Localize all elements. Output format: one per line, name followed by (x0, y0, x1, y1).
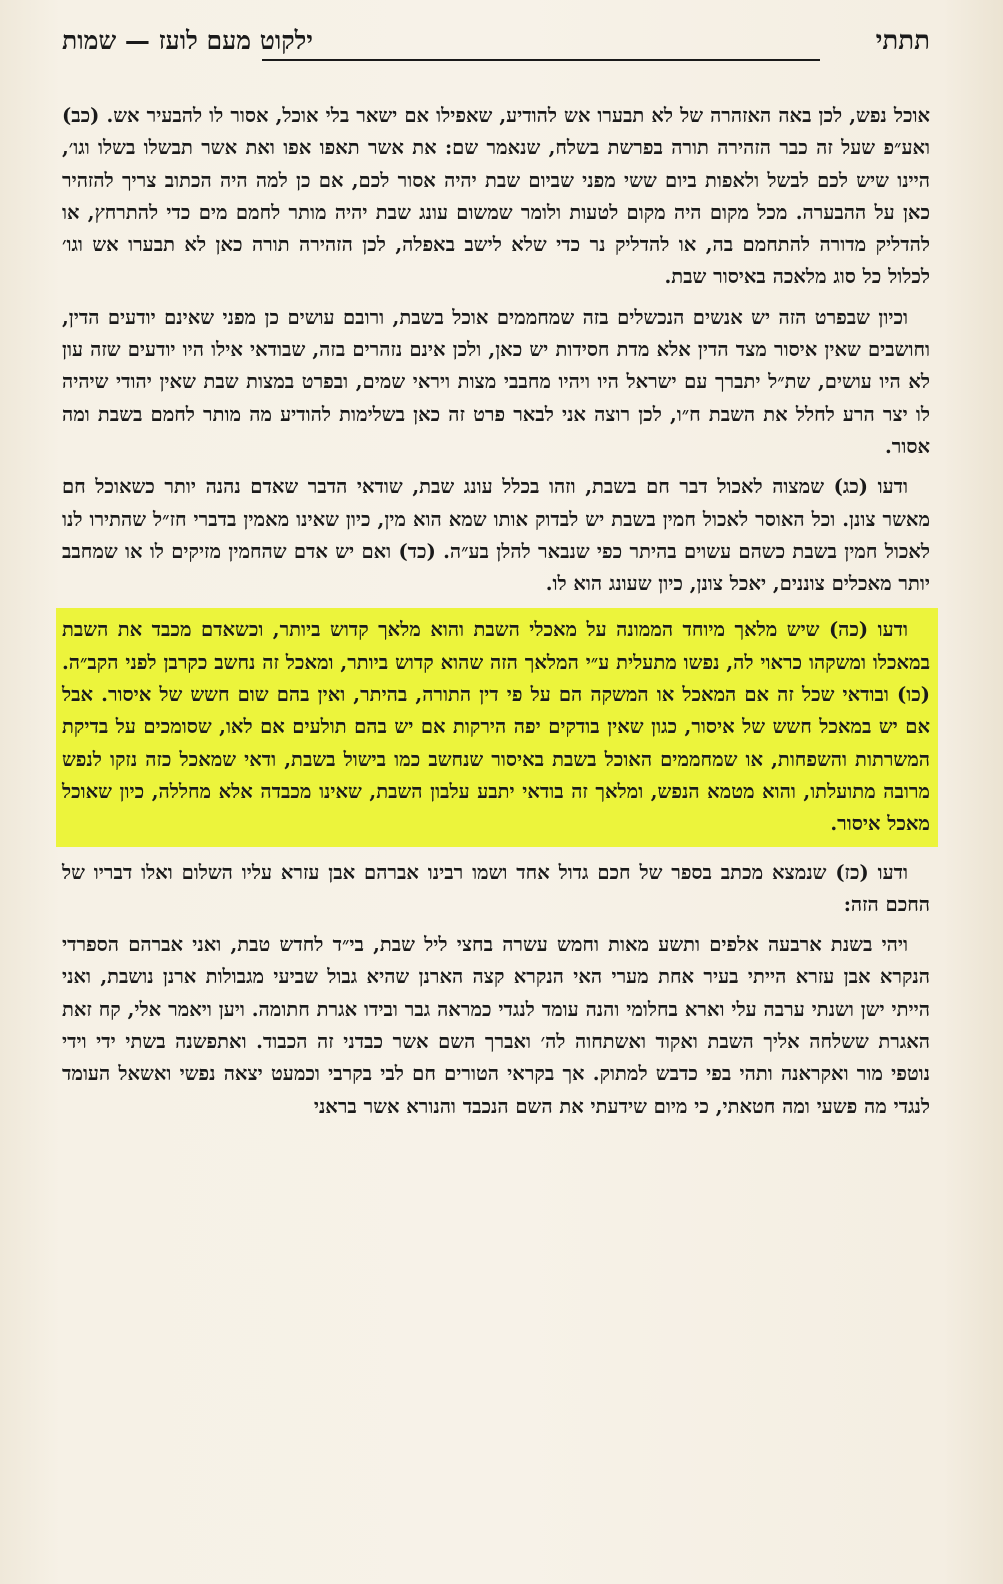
paragraph: ויהי בשנת ארבעה אלפים ותשע מאות וחמש עשרה בחצי ליל שבת, בי״ד לחדש טבת, ואני אברהם הספרדי הנקרא אבן עזרא הייתי בעיר אחת מערי האי הנקרא קצה הארנן שהיא גבול שביעי מגבולות ארנן נושבת, ואני הייתי ישן ושנתי ערבה עלי וארא בחלומי והנה עומד לנגדי כמראה גבר ובידו אגרת חתומה. ויען ויאמר אלי, קח זאת האגרת ששלחה אליך השבת ואקוד ואשתחוה לה׳ ואברך השם אשר כבדני זה הכבוד. ואתפשנה בשתי ידי וידי נוטפי מור ואקראנה ותהי בפי כדבש למתוק. אך בקראי הטורים חם לבי בקרבי וכמעט יצאה נפשי ואשאל העומד לנגדי מה פשעי ומה חטאתי, כי מיום שידעתי את השם הנכבד והנורא אשר בראני (62, 933, 930, 1118)
paragraph: ודעו (כג) שמצוה לאכול דבר חם בשבת, וזהו בכלל עונג שבת, שודאי הדבר שאדם נהנה יותר כשאוכל חם מאשר צונן. וכל האוסר לאכול חמין בשבת יש לבדוק אותו שמא הוא מין, כיון שאינו מאמין בדברי חז״ל שהתירו לנו לאכול חמין בשבת כשהם עשוים בהיתר כפי שנבאר להלן בע״ה. (כד) ואם יש אדם שהחמין מזיקים לו או שמחבב יותר מאכלים צוננים, יאכל צונן, כיון שעונג הוא לו. (62, 475, 930, 596)
running-title: ילקוט מעם לועז — שמות (62, 26, 313, 55)
paragraph: ודעו (כז) שנמצא מכתב בספר של חכם גדול אחד ושמו רבינו אברהם אבן עזרא עליו השלום ואלו דבריו של החכם הזה: (62, 860, 930, 916)
paragraph: אוכל נפש, לכן באה האזהרה של לא תבערו אש להודיע, שאפילו אם ישאר בלי אוכל, אסור לו להבעיר אש. (כב) ואע״פ שעל זה כבר הזהירה תורה בפרשת בשלח, שנאמר שם: את אשר תאפו אפו ואת אשר תבשלו בשלו וגו׳, היינו שיש לכם לבשל ולאפות ביום ששי מפני שביום שבת יהיה אסור לכם, אם כן למה היה הכתוב צריך להזהיר כאן על ההבערה. מכל מקום היה מקום לטעות ולומר שמשום עונג שבת יהיה מותר לחמם מים כדי להתרחץ, או להדליק מדורה להתחמם בה, או להדליק נר כדי שלא לישב באפלה, לכן הזהירה תורה כאן לא תבערו אש וגו׳ לכלול כל סוג מלאכה באיסור שבת. (62, 104, 930, 289)
paragraph: וכיון שבפרט הזה יש אנשים הנכשלים בזה שמחממים אוכל בשבת, ורובם עושים כן מפני שאינם יודעים הדין, וחושבים שאין איסור מצד הדין אלא מדת חסידות יש כאן, ולכן אינם נזהרים בזה, שבודאי אילו היו יודעים שזה עון לא היו עושים, שת״ל יתברך עם ישראל היו ויהיו מחבבי מצות ויראי שמים, ובפרט במצות שבת שאין יהודי שיהיה לו יצר הרע לחלל את השבת ח״ו, לכן רוצה אני לבאר פרט זה כאן בשלימות להודיע מה מותר לחמם בשבת ומה אסור. (62, 305, 930, 458)
page-number: תתתי (875, 26, 930, 56)
highlighted-paragraph: ודעו (כה) שיש מלאך מיוחד הממונה על מאכלי השבת והוא מלאך קדוש ביותר, וכשאדם מכבד את השבת במאכלו ומשקהו כראוי לה, נפשו מתעלית ע״י המלאך הזה שהוא קדוש ביותר, ומאכל זה נחשב כקרבן לפני הקב״ה. (כו) ובודאי שכל זה אם המאכל או המשקה הם על פי דין התורה, בהיתר, ואין בהם שום חשש של איסור. אבל אם יש במאכל חשש של איסור, כגון שאין בודקים יפה הירקות אם יש בהם תולעים אם לאו, שסומכים על בדיקת המשרתות והשפחות, או שמחממים האוכל בשבת באיסור שנחשב כמו בישול בשבת, ודאי שמאכל כזה נזקו לנפש מרובה מתועלתו, והוא מטמא הנפש, ומלאך זה בודאי יתבע עלבון השבת, שאינו מכבדה אלא מחללה, כיון שאוכל מאכל איסור. (56, 608, 938, 846)
body-text (62, 100, 930, 1131)
header-rule (262, 59, 820, 61)
page-header (62, 26, 930, 66)
